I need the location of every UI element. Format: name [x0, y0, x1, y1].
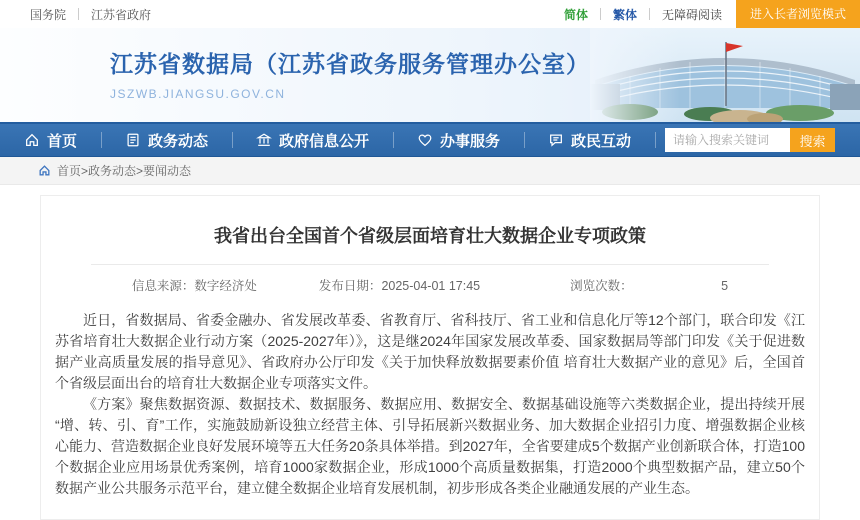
- nav-item-info-disclosure[interactable]: [232, 124, 393, 156]
- lang-simplified-link[interactable]: 简体: [563, 7, 588, 22]
- accessibility-link[interactable]: 无障碍阅读: [661, 7, 722, 22]
- nav-item-interaction[interactable]: [524, 124, 655, 156]
- paragraph: 近日，省数据局、省委金融办、省发展改革委、省教育厅、省科技厅、省工业和信息化厅等12个部门，联合印发《江苏省培育壮大数据企业行动方案（2025-2027年）》，这是继2024年国家发展改革委、国家数据局等部门印发《关于促进数据产业高质量发展的指导意见》、省政府办公厅印发《关于加快释放数据要素价值 培育壮大数据产业的意见》后，全国首个省级层面出台的培育壮大数据企业专项落实文件。: [55, 312, 805, 391]
- nav-label: 首页: [46, 132, 77, 150]
- nav-item-services[interactable]: [393, 124, 524, 156]
- site-identity: [0, 28, 860, 101]
- site-url: JSZWB.JIANGSU.GOV.CN: [110, 87, 286, 101]
- article-meta: [55, 265, 805, 310]
- government-icon: [256, 132, 272, 148]
- meta-views: 浏览次数： 5: [570, 279, 729, 293]
- main-nav: [0, 122, 860, 157]
- top-utility-bar: [0, 0, 860, 28]
- site-title: 江苏省数据局（江苏省政务服务管理办公室）: [110, 51, 590, 77]
- home-icon: [38, 164, 51, 177]
- nav-item-news[interactable]: [101, 124, 232, 156]
- topbar-tools: [564, 0, 860, 28]
- lang-traditional-link[interactable]: 繁体: [612, 7, 637, 22]
- news-icon: [125, 132, 141, 148]
- breadcrumb-path[interactable]: 首页>政务动态>要闻动态: [57, 164, 192, 178]
- search-input[interactable]: [665, 128, 790, 152]
- views-count: 5: [721, 279, 729, 293]
- article-body: [55, 310, 805, 499]
- elder-mode-button[interactable]: 进入长者浏览模式: [736, 0, 860, 28]
- article-title: 我省出台全国首个省级层面培育壮大数据企业专项政策: [214, 226, 646, 246]
- paragraph: 《方案》聚焦数据资源、数据技术、数据服务、数据应用、数据安全、数据基础设施等六类数据企业，提出持续开展“增、转、引、育”工作，实施鼓励新设独立经营主体、引导拓展新兴数据业务、加大数据企业招引力度、增强数据企业核心能力、营造数据企业良好发展环境等五大任务20条具体举措。到2027年，全省要建成5个数据产业创新联合体，打造100个数据企业应用场景优秀案例，培育1000家数据企业，形成1000个高质量数据集，打造2000个典型数据产品，建立50个数据产业公共服务示范平台，建立健全数据企业培育发展机制，初步形成各类企业融通发展的产业生态。: [55, 396, 805, 496]
- service-icon: [417, 132, 433, 148]
- meta-date: 发布日期：2025-04-01 17:45: [318, 279, 481, 293]
- interaction-icon: [548, 132, 564, 148]
- content-area: [0, 185, 860, 520]
- divider: [649, 8, 650, 20]
- article-container: [40, 195, 820, 520]
- gov-links: [0, 6, 151, 23]
- meta-source: 信息来源：数字经济处: [131, 279, 257, 293]
- nav-label: 政府信息公开: [278, 132, 369, 150]
- breadcrumb: [0, 157, 860, 185]
- search-button[interactable]: 搜索: [790, 128, 835, 152]
- nav-item-home[interactable]: [0, 124, 101, 156]
- divider: [78, 8, 79, 20]
- nav-label: 办事服务: [439, 132, 500, 150]
- link-state-council[interactable]: 国务院: [30, 7, 67, 22]
- nav-search-area: [655, 124, 860, 156]
- home-icon: [24, 132, 40, 148]
- nav-label: 政务动态: [147, 132, 208, 150]
- nav-label: 政民互动: [570, 132, 631, 150]
- divider: [600, 8, 601, 20]
- site-header: [0, 28, 860, 122]
- link-jiangsu-gov[interactable]: 江苏省政府: [91, 7, 152, 22]
